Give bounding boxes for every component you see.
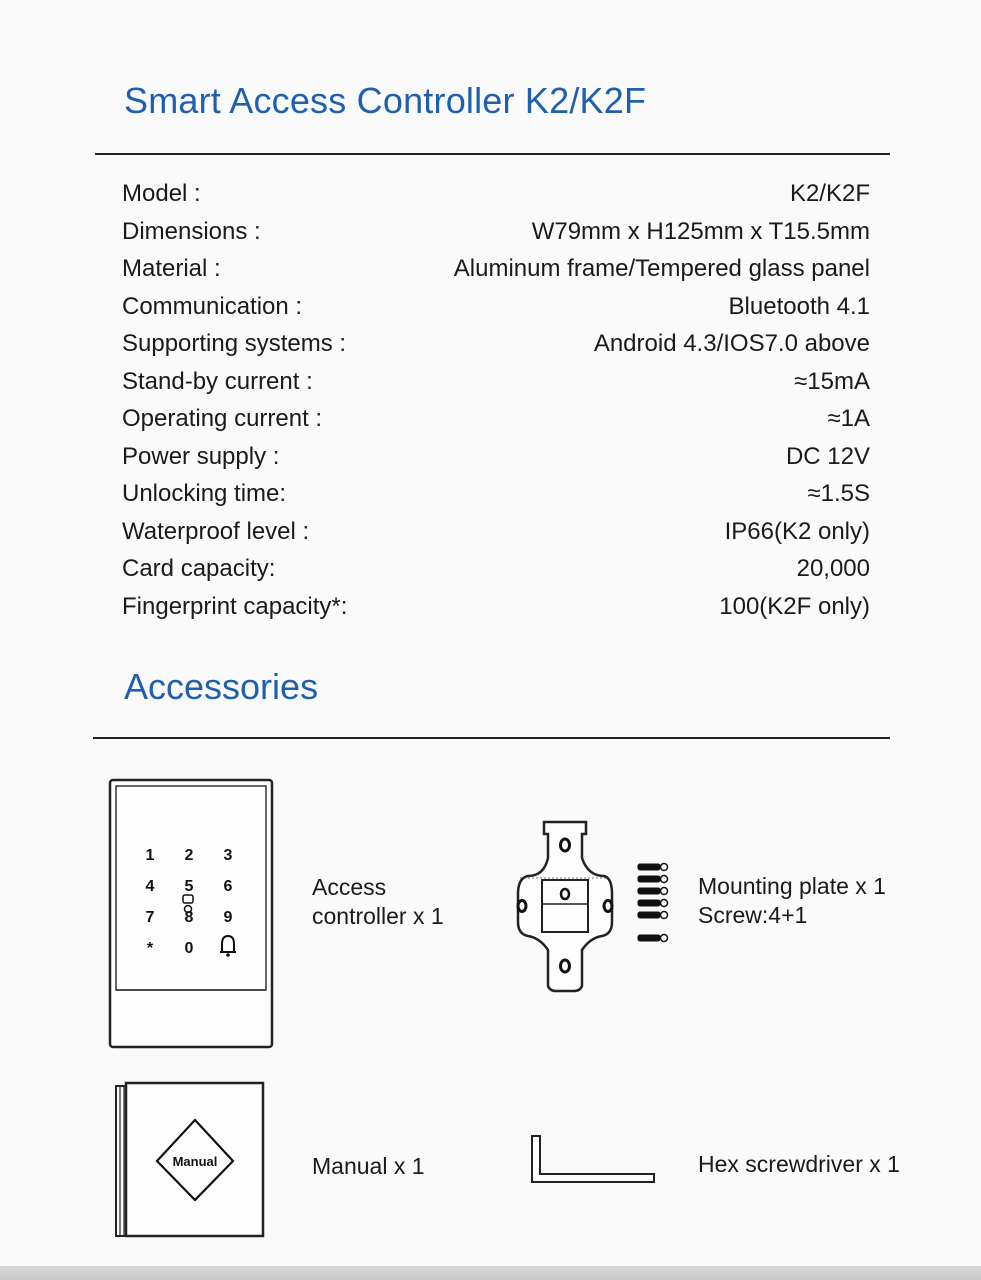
keypad-key: 5 bbox=[184, 878, 194, 895]
spec-row-fingerprint-capacity bbox=[122, 588, 870, 626]
mounting-plate-caption bbox=[698, 872, 938, 930]
spec-label: Card capacity: bbox=[122, 555, 276, 582]
keypad-key: 7 bbox=[145, 909, 155, 926]
spec-label: Power supply : bbox=[122, 442, 280, 470]
spec-row-waterproof-level bbox=[122, 513, 870, 551]
access-controller-caption: Access controller x 1 bbox=[312, 874, 444, 929]
spec-row-power-supply bbox=[122, 438, 870, 476]
mounting-plate-illustration bbox=[508, 818, 678, 1001]
spec-value: 100(K2F only) bbox=[719, 592, 870, 620]
keypad-key: 6 bbox=[223, 878, 233, 895]
spec-value: W79mm x H125mm x T15.5mm bbox=[531, 217, 870, 245]
spec-label: Material : bbox=[122, 255, 221, 282]
spec-row-model bbox=[122, 175, 870, 213]
keypad-key: * bbox=[146, 940, 154, 957]
spec-row-operating-current bbox=[122, 400, 870, 438]
keypad-key: 8 bbox=[184, 909, 194, 926]
spec-row-communication bbox=[122, 288, 870, 326]
spec-value: Android 4.3/IOS7.0 above bbox=[593, 330, 870, 357]
title-divider bbox=[95, 153, 890, 155]
keypad-key: 3 bbox=[223, 847, 233, 864]
spec-value: ≈15mA bbox=[794, 367, 870, 395]
screw-caption-line: Screw:4+1 bbox=[698, 902, 808, 928]
accessories-divider bbox=[93, 737, 890, 739]
spec-label: Operating current : bbox=[122, 405, 323, 432]
spec-value: ≈1.5S bbox=[807, 480, 870, 507]
spec-row-dimensions bbox=[122, 213, 870, 251]
spec-row-standby-current bbox=[122, 363, 870, 401]
keypad-key: 1 bbox=[145, 847, 155, 864]
mounting-plate-caption-line: Mounting plate x 1 bbox=[698, 873, 886, 899]
manual-illustration bbox=[114, 1080, 266, 1245]
spec-value: IP66(K2 only) bbox=[724, 517, 870, 545]
spec-label: Stand-by current : bbox=[122, 367, 313, 395]
accessories-heading: Accessories bbox=[124, 666, 319, 707]
spec-value: DC 12V bbox=[785, 442, 870, 470]
keypad-key: 0 bbox=[184, 940, 194, 957]
hex-screwdriver-illustration bbox=[528, 1134, 660, 1191]
spec-table bbox=[122, 175, 870, 625]
mounting-plate-drawing bbox=[508, 818, 678, 996]
access-controller-drawing bbox=[108, 778, 274, 1050]
spec-label: Unlocking time: bbox=[122, 480, 287, 507]
spec-row-card-capacity bbox=[122, 550, 870, 588]
manual-caption: Manual x 1 bbox=[312, 1153, 425, 1179]
keypad-key: 2 bbox=[184, 847, 194, 864]
spec-value: Bluetooth 4.1 bbox=[728, 292, 870, 320]
hex-screwdriver-caption: Hex screwdriver x 1 bbox=[698, 1151, 900, 1177]
spec-label: Supporting systems : bbox=[122, 330, 347, 357]
spec-value: K2/K2F bbox=[789, 180, 870, 207]
spec-label: Model : bbox=[122, 180, 201, 207]
spec-label: Dimensions : bbox=[122, 217, 261, 245]
access-controller-illustration bbox=[108, 778, 274, 1055]
page-title: Smart Access Controller K2/K2F bbox=[124, 80, 647, 121]
keypad-key: 9 bbox=[223, 909, 233, 926]
spec-value: ≈1A bbox=[827, 405, 870, 432]
spec-row-supporting-systems bbox=[122, 325, 870, 363]
spec-row-unlocking-time bbox=[122, 475, 870, 513]
manual-drawing bbox=[114, 1080, 266, 1240]
page-bottom-edge bbox=[0, 1266, 981, 1280]
spec-label: Waterproof level : bbox=[122, 517, 310, 545]
spec-value: 20,000 bbox=[796, 555, 870, 582]
spec-value: Aluminum frame/Tempered glass panel bbox=[453, 255, 870, 282]
keypad-key: 4 bbox=[145, 878, 155, 895]
hex-screwdriver-drawing bbox=[528, 1134, 660, 1186]
spec-label: Fingerprint capacity*: bbox=[122, 592, 348, 620]
spec-row-material bbox=[122, 250, 870, 288]
spec-label: Communication : bbox=[122, 292, 303, 320]
manual-cover-label: Manual bbox=[172, 1154, 218, 1169]
screw-icon bbox=[638, 864, 668, 942]
